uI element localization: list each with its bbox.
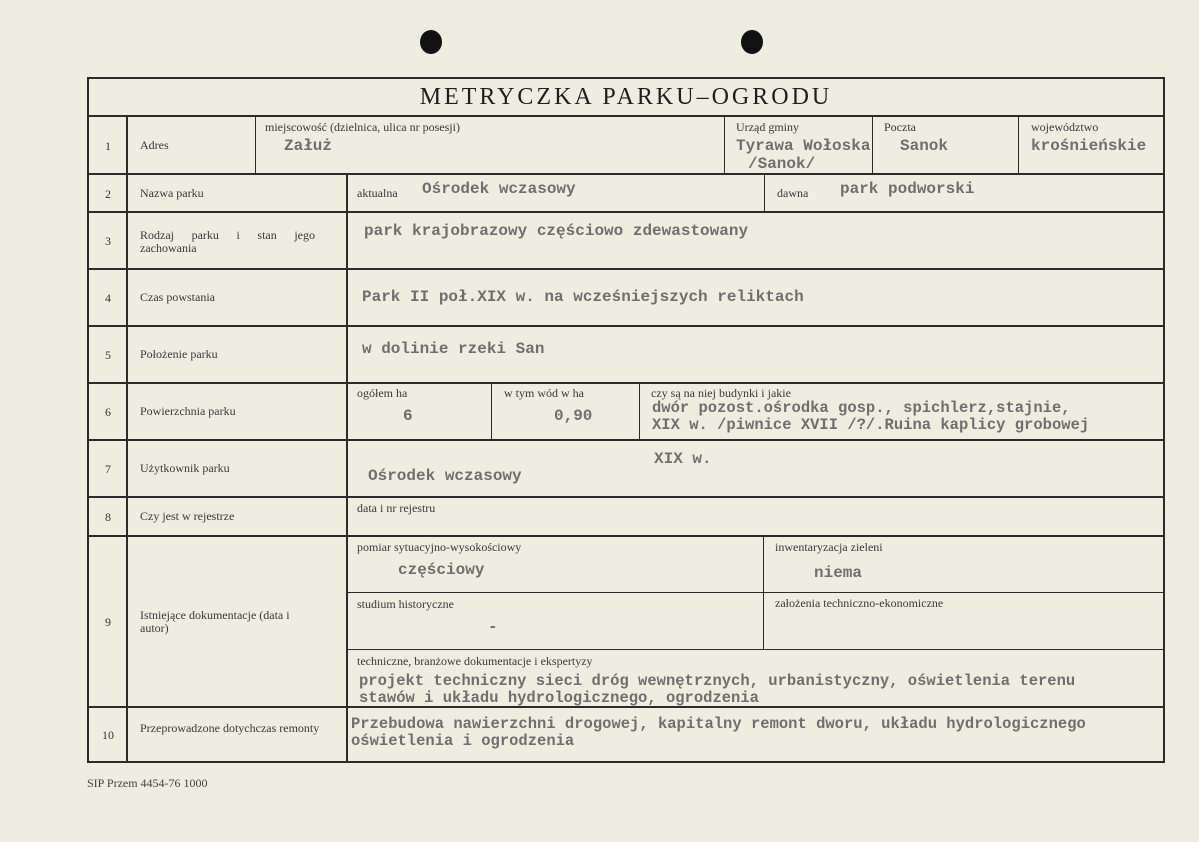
post-value: Sanok	[900, 137, 949, 155]
punch-hole-right	[741, 30, 763, 54]
location-value: w dolinie rzeki San	[362, 340, 545, 358]
column-divider-label	[346, 173, 348, 761]
form-print-code: SIP Przem 4454-76 1000	[87, 776, 208, 790]
row-divider	[89, 439, 1163, 441]
column-divider-address	[255, 117, 256, 173]
row-label-park-name: Nazwa parku	[140, 186, 204, 200]
row-number: 9	[105, 615, 111, 629]
post-label: Poczta	[884, 120, 916, 134]
area-water-value: 0,90	[554, 407, 593, 425]
voivodeship-value: krośnieńskie	[1031, 137, 1147, 155]
type-state-value: park krajobrazowy częściowo zdewastowany	[364, 222, 749, 240]
row-divider	[89, 173, 1163, 175]
current-name-value: Ośrodek wczasowy	[422, 180, 576, 198]
survey-value: częściowy	[398, 561, 485, 579]
row-number: 7	[105, 462, 111, 476]
row-label-user: Użytkownik parku	[140, 461, 230, 475]
row-divider	[89, 325, 1163, 327]
row-number: 1	[105, 139, 111, 153]
office-value-line1: Tyrawa Wołoska	[736, 137, 871, 155]
row-label-origin: Czas powstania	[140, 290, 215, 304]
row-label-register: Czy jest w rejestrze	[140, 509, 235, 523]
former-name-value: park podworski	[840, 180, 975, 198]
row-label-repairs: Przeprowadzone dotychczas remonty	[140, 721, 320, 735]
form-title: METRYCZKA PARKU–OGRODU	[89, 79, 1163, 117]
greenery-value: niema	[814, 564, 863, 582]
column-divider-name	[764, 173, 765, 211]
punch-hole-left	[420, 30, 442, 54]
row-divider	[89, 535, 1163, 537]
column-divider-voivodeship	[1018, 117, 1019, 173]
column-divider-docs	[763, 535, 764, 649]
current-name-label: aktualna	[357, 186, 398, 200]
office-value-line2: /Sanok/	[748, 155, 816, 173]
cell-divider	[347, 592, 1163, 593]
area-water-label: w tym wód w ha	[504, 386, 584, 400]
row-label-type-state: Rodzaj parku i stan jego zachowania	[140, 228, 315, 255]
column-divider-area-total	[491, 382, 492, 439]
row-label-area: Powierzchnia parku	[140, 404, 236, 418]
user-value: Ośrodek wczasowy	[368, 467, 522, 485]
historic-study-label: studium historyczne	[357, 597, 454, 611]
technical-docs-value-line1: projekt techniczny sieci dróg wewnętrznych, urbanistyczny, oświetlenia terenu	[359, 672, 1076, 690]
row-number: 6	[105, 405, 111, 419]
locality-label: miejscowość (dzielnica, ulica nr posesji)	[265, 120, 460, 134]
voivodeship-label: województwo	[1031, 120, 1099, 134]
locality-value: Załuż	[284, 137, 333, 155]
greenery-label: inwentaryzacja zieleni	[775, 540, 883, 554]
row-divider	[89, 268, 1163, 270]
column-divider-number	[126, 117, 128, 761]
office-label: Urząd gminy	[736, 120, 799, 134]
buildings-value-line2: XIX w. /piwnice XVII /?/.Ruina kaplicy grobowej	[652, 416, 1090, 434]
row-divider	[89, 382, 1163, 384]
area-total-value: 6	[403, 407, 413, 425]
row-number: 3	[105, 234, 111, 248]
row-label-documentation: Istniejące dokumentacje (data i autor)	[140, 608, 290, 635]
area-total-label: ogółem ha	[357, 386, 408, 400]
row-label-address: Adres	[140, 138, 169, 152]
column-divider-office	[724, 117, 725, 173]
buildings-value-line1: dwór pozost.ośrodka gosp., spichlerz,stajnie,	[652, 399, 1071, 417]
row-number: 2	[105, 187, 111, 201]
origin-value: Park II poł.XIX w. na wcześniejszych reliktach	[362, 288, 804, 306]
buildings-label: czy są na niej budynki i jakie	[651, 386, 791, 400]
row-label-location: Położenie parku	[140, 347, 218, 361]
repairs-value-line1: Przebudowa nawierzchni drogowej, kapitalny remont dworu, układu hydrologicznego	[351, 715, 1086, 733]
row-number: 10	[102, 728, 114, 742]
row-divider	[89, 496, 1163, 498]
historic-study-value: -	[488, 618, 498, 636]
row-number: 8	[105, 510, 111, 524]
column-divider-area-water	[639, 382, 640, 439]
tech-econ-label: założenia techniczno-ekonomiczne	[775, 596, 944, 610]
register-label: data i nr rejestru	[357, 501, 436, 515]
technical-docs-label: techniczne, branżowe dokumentacje i ekspertyzy	[357, 654, 593, 668]
buildings-value-line3: XIX w.	[654, 450, 712, 468]
survey-label: pomiar sytuacyjno-wysokościowy	[357, 540, 522, 554]
repairs-value-line2: oświetlenia i ogrodzenia	[351, 732, 575, 750]
technical-docs-value-line2: stawów i układu hydrologicznego, ogrodzenia	[359, 689, 759, 707]
row-number: 5	[105, 348, 111, 362]
column-divider-post	[872, 117, 873, 173]
row-divider	[89, 211, 1163, 213]
cell-divider	[347, 649, 1163, 650]
former-name-label: dawna	[777, 186, 809, 200]
row-number: 4	[105, 291, 111, 305]
